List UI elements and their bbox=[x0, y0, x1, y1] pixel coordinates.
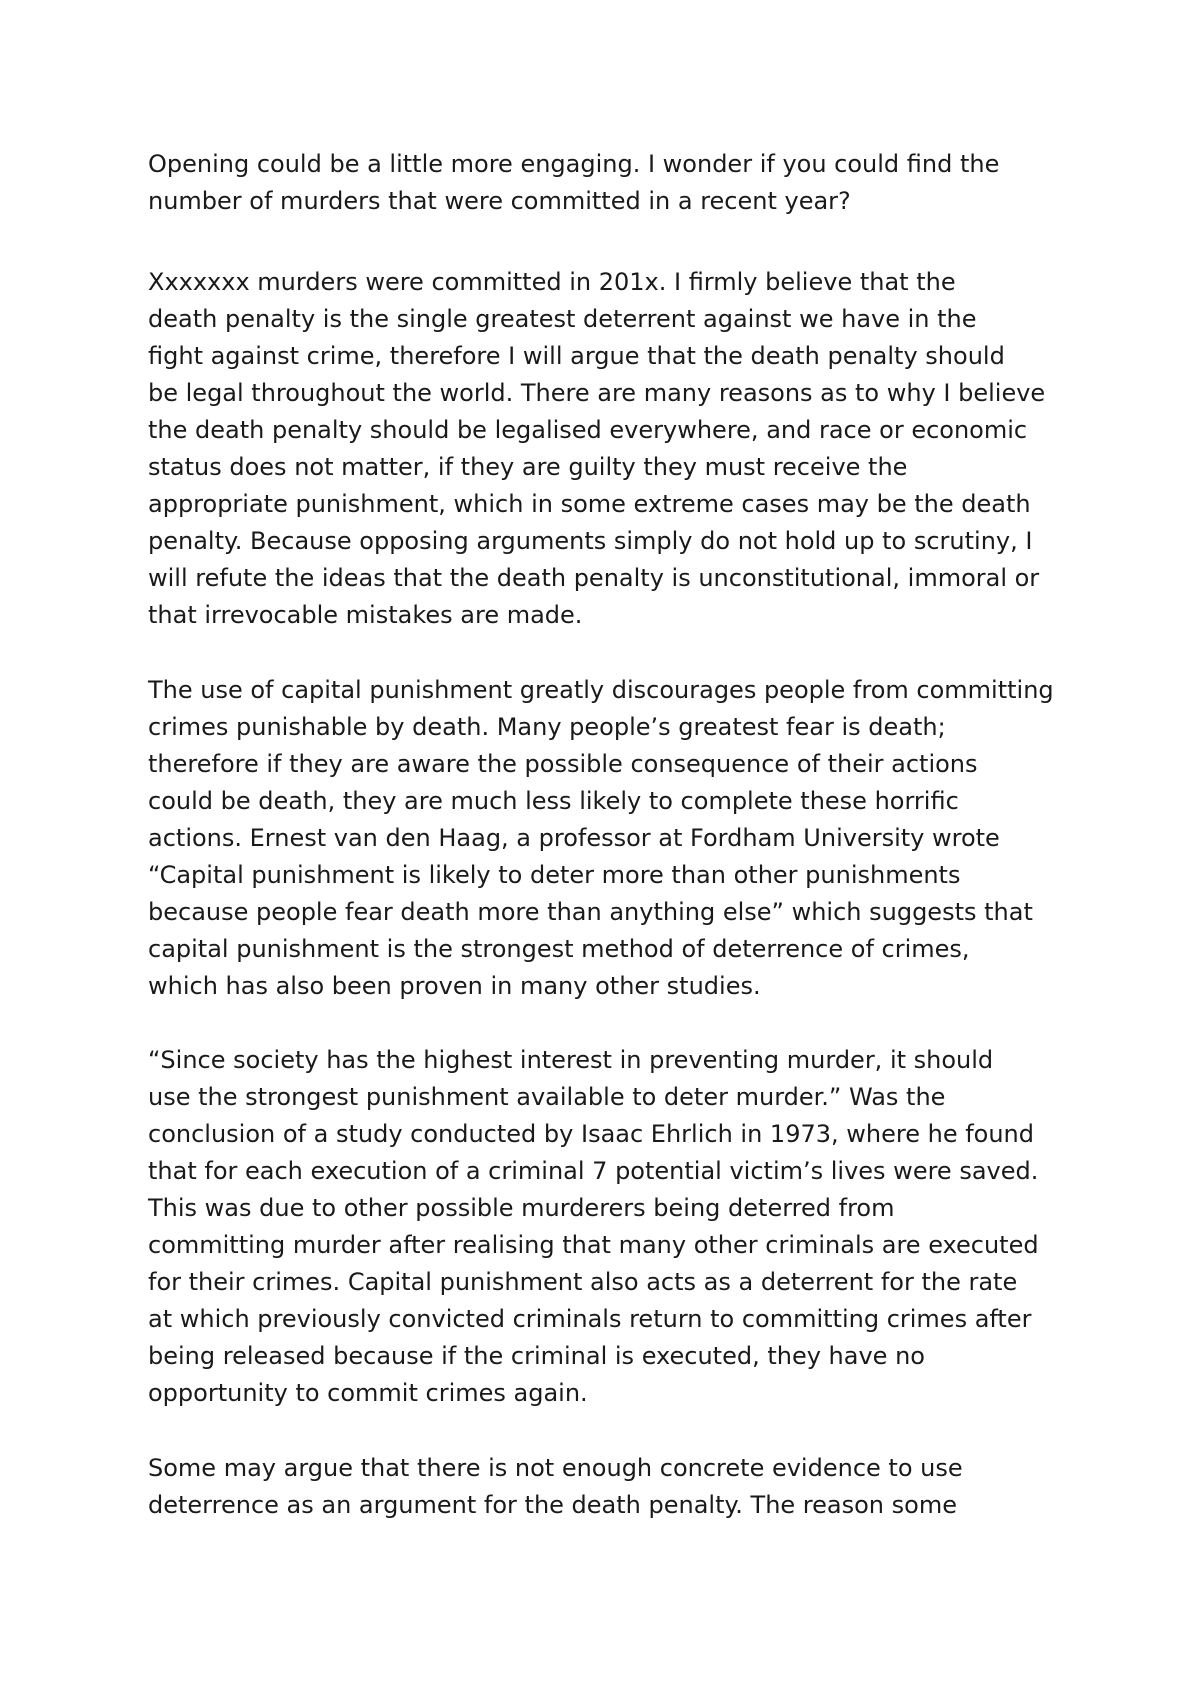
paragraph-ehrlich-study bbox=[148, 1042, 1078, 1412]
text-line: deterrence as an argument for the death penalty. The reason some bbox=[148, 1491, 957, 1519]
text-line: therefore if they are aware the possible consequence of their actions bbox=[148, 750, 978, 778]
text-line: being released because if the criminal is executed, they have no bbox=[148, 1342, 925, 1370]
text-line: will refute the ideas that the death penalty is unconstitutional, immoral or bbox=[148, 564, 1040, 592]
text-line: committing murder after realising that many other criminals are executed bbox=[148, 1231, 1039, 1259]
text-line: Opening could be a little more engaging. I wonder if you could find the bbox=[148, 150, 1000, 178]
text-line: use the strongest punishment available to deter murder.” Was the bbox=[148, 1083, 946, 1111]
text-line: number of murders that were committed in a recent year? bbox=[148, 187, 851, 215]
text-line: fight against crime, therefore I will argue that the death penalty should bbox=[148, 342, 1005, 370]
text-line: Some may argue that there is not enough concrete evidence to use bbox=[148, 1454, 963, 1482]
paragraph-deterrence bbox=[148, 672, 1078, 1005]
text-line: capital punishment is the strongest method of deterrence of crimes, bbox=[148, 935, 970, 963]
text-line: because people fear death more than anything else” which suggests that bbox=[148, 898, 1033, 926]
text-line: at which previously convicted criminals return to committing crimes after bbox=[148, 1305, 1032, 1333]
text-line: status does not matter, if they are guilty they must receive the bbox=[148, 453, 908, 481]
text-line: This was due to other possible murderers being deterred from bbox=[148, 1194, 895, 1222]
paragraph-feedback-note bbox=[148, 146, 1078, 220]
text-line: for their crimes. Capital punishment also acts as a deterrent for the rate bbox=[148, 1268, 1018, 1296]
text-line: which has also been proven in many other studies. bbox=[148, 972, 761, 1000]
text-line: appropriate punishment, which in some extreme cases may be the death bbox=[148, 490, 1031, 518]
paragraph-introduction bbox=[148, 264, 1078, 634]
text-line: could be death, they are much less likely to complete these horrific bbox=[148, 787, 959, 815]
text-line: that irrevocable mistakes are made. bbox=[148, 601, 583, 629]
text-line: the death penalty should be legalised everywhere, and race or economic bbox=[148, 416, 1028, 444]
text-line: “Since society has the highest interest in preventing murder, it should bbox=[148, 1046, 994, 1074]
text-line: “Capital punishment is likely to deter more than other punishments bbox=[148, 861, 961, 889]
paragraph-counterargument bbox=[148, 1450, 1078, 1524]
text-line: actions. Ernest van den Haag, a professor at Fordham University wrote bbox=[148, 824, 1000, 852]
text-line: crimes punishable by death. Many people’s greatest fear is death; bbox=[148, 713, 946, 741]
text-line: opportunity to commit crimes again. bbox=[148, 1379, 588, 1407]
text-line: Xxxxxxx murders were committed in 201x. I firmly believe that the bbox=[148, 268, 956, 296]
text-line: penalty. Because opposing arguments simply do not hold up to scrutiny, I bbox=[148, 527, 1033, 555]
text-line: The use of capital punishment greatly discourages people from committing bbox=[148, 676, 1054, 704]
text-line: be legal throughout the world. There are many reasons as to why I believe bbox=[148, 379, 1046, 407]
text-line: death penalty is the single greatest deterrent against we have in the bbox=[148, 305, 977, 333]
text-line: that for each execution of a criminal 7 potential victim’s lives were saved. bbox=[148, 1157, 1039, 1185]
text-line: conclusion of a study conducted by Isaac Ehrlich in 1973, where he found bbox=[148, 1120, 1034, 1148]
